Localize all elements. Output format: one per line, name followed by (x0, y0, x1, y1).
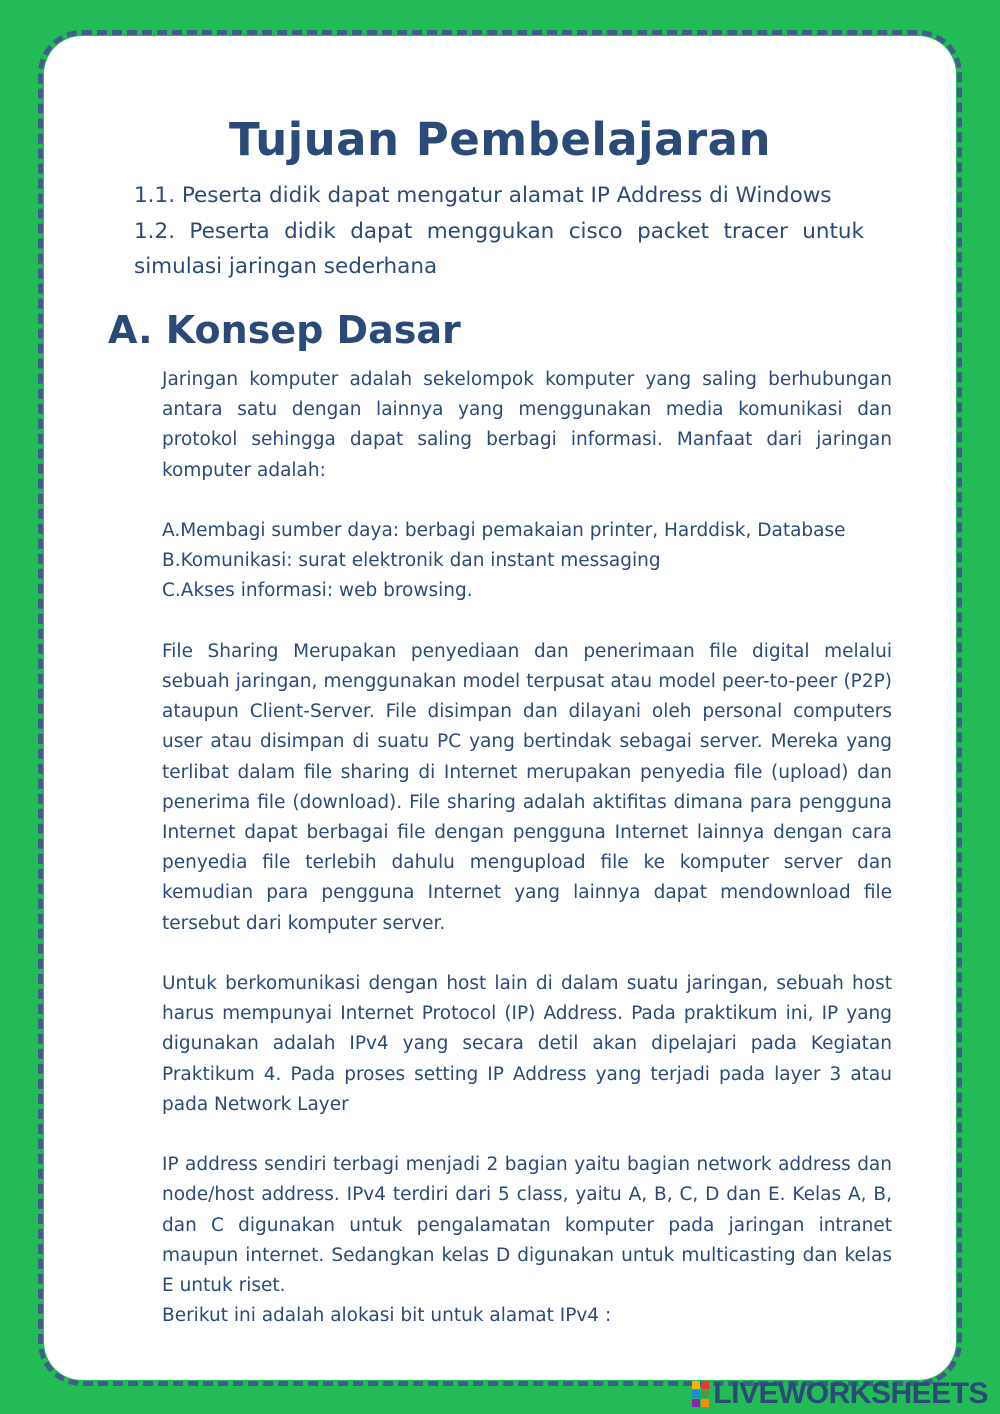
watermark-text: LIVEWORKSHEETS (713, 1377, 988, 1410)
liveworksheets-watermark (692, 1377, 988, 1411)
paragraph-ip-address: Untuk berkomunikasi dengan host lain di dalam suatu jaringan, sebuah host harus mempunyai Internet Protocol (IP) Address. Pada praktikum ini, IP yang digunakan adalah IPv4 yang secara detil akan dipelajari pada Kegiatan Praktikum 4. Pada proses setting IP Address yang terjadi pada layer 3 atau pada Network Layer (162, 973, 892, 1115)
page-title: Tujuan Pembelajaran (228, 113, 772, 166)
liveworksheets-logo-icon (692, 1381, 709, 1407)
learning-objectives (134, 178, 864, 285)
paragraph-ipv4-bits: Berikut ini adalah alokasi bit untuk alamat IPv4 : (162, 1305, 612, 1327)
benefit-item: B.Komunikasi: surat elektronik dan instant messaging (162, 550, 661, 572)
paragraph-intro: Jaringan komputer adalah sekelompok komputer yang saling berhubungan antara satu dengan lainnya yang menggunakan media komunikasi dan protokol sehingga dapat saling berbagi informasi. Manfaat dari jaringan komputer adalah: (162, 369, 892, 481)
paragraph-file-sharing: File Sharing Merupakan penyediaan dan penerimaan file digital melalui sebuah jaringan, menggunakan model terpusat atau model peer-to-peer (P2P) ataupun Client-Server. File disimpan dan dilayani oleh personal computers user atau disimpan di suatu PC yang bertindak sebagai server. Mereka yang terlibat dalam file sharing di Internet merupakan penyedia file (upload) dan penerima file (download). File sharing adalah aktifitas dimana para pengguna Internet dapat berbagai file dengan pengguna Internet lainnya dengan cara penyedia file terlebih dahulu mengupload file ke komputer server dan kemudian para pengguna Internet yang lainnya dapat mendownload file tersebut dari komputer server. (162, 640, 892, 934)
objective-item: 1.1. Peserta didik dapat mengatur alamat IP Address di Windows (134, 183, 832, 208)
benefit-item: A.Membagi sumber daya: berbagi pemakaian printer, Harddisk, Database (162, 520, 846, 541)
section-content (162, 365, 892, 1331)
section-heading: A. Konsep Dasar (108, 308, 461, 352)
benefit-item: C.Akses informasi: web browsing. (162, 580, 473, 602)
objective-item: 1.2. Peserta didik dapat menggukan cisco packet tracer untuk simulasi jaringan sederhana (134, 218, 864, 279)
paragraph-ip-classes: IP address sendiri terbagi menjadi 2 bagian yaitu bagian network address dan node/host address. IPv4 terdiri dari 5 class, yaitu A, B, C, D dan E. Kelas A, B, dan C digunakan untuk pengalamatan komputer pada jaringan intranet maupun internet. Sedangkan kelas D digunakan untuk multicasting dan kelas E untuk riset. (162, 1154, 892, 1297)
